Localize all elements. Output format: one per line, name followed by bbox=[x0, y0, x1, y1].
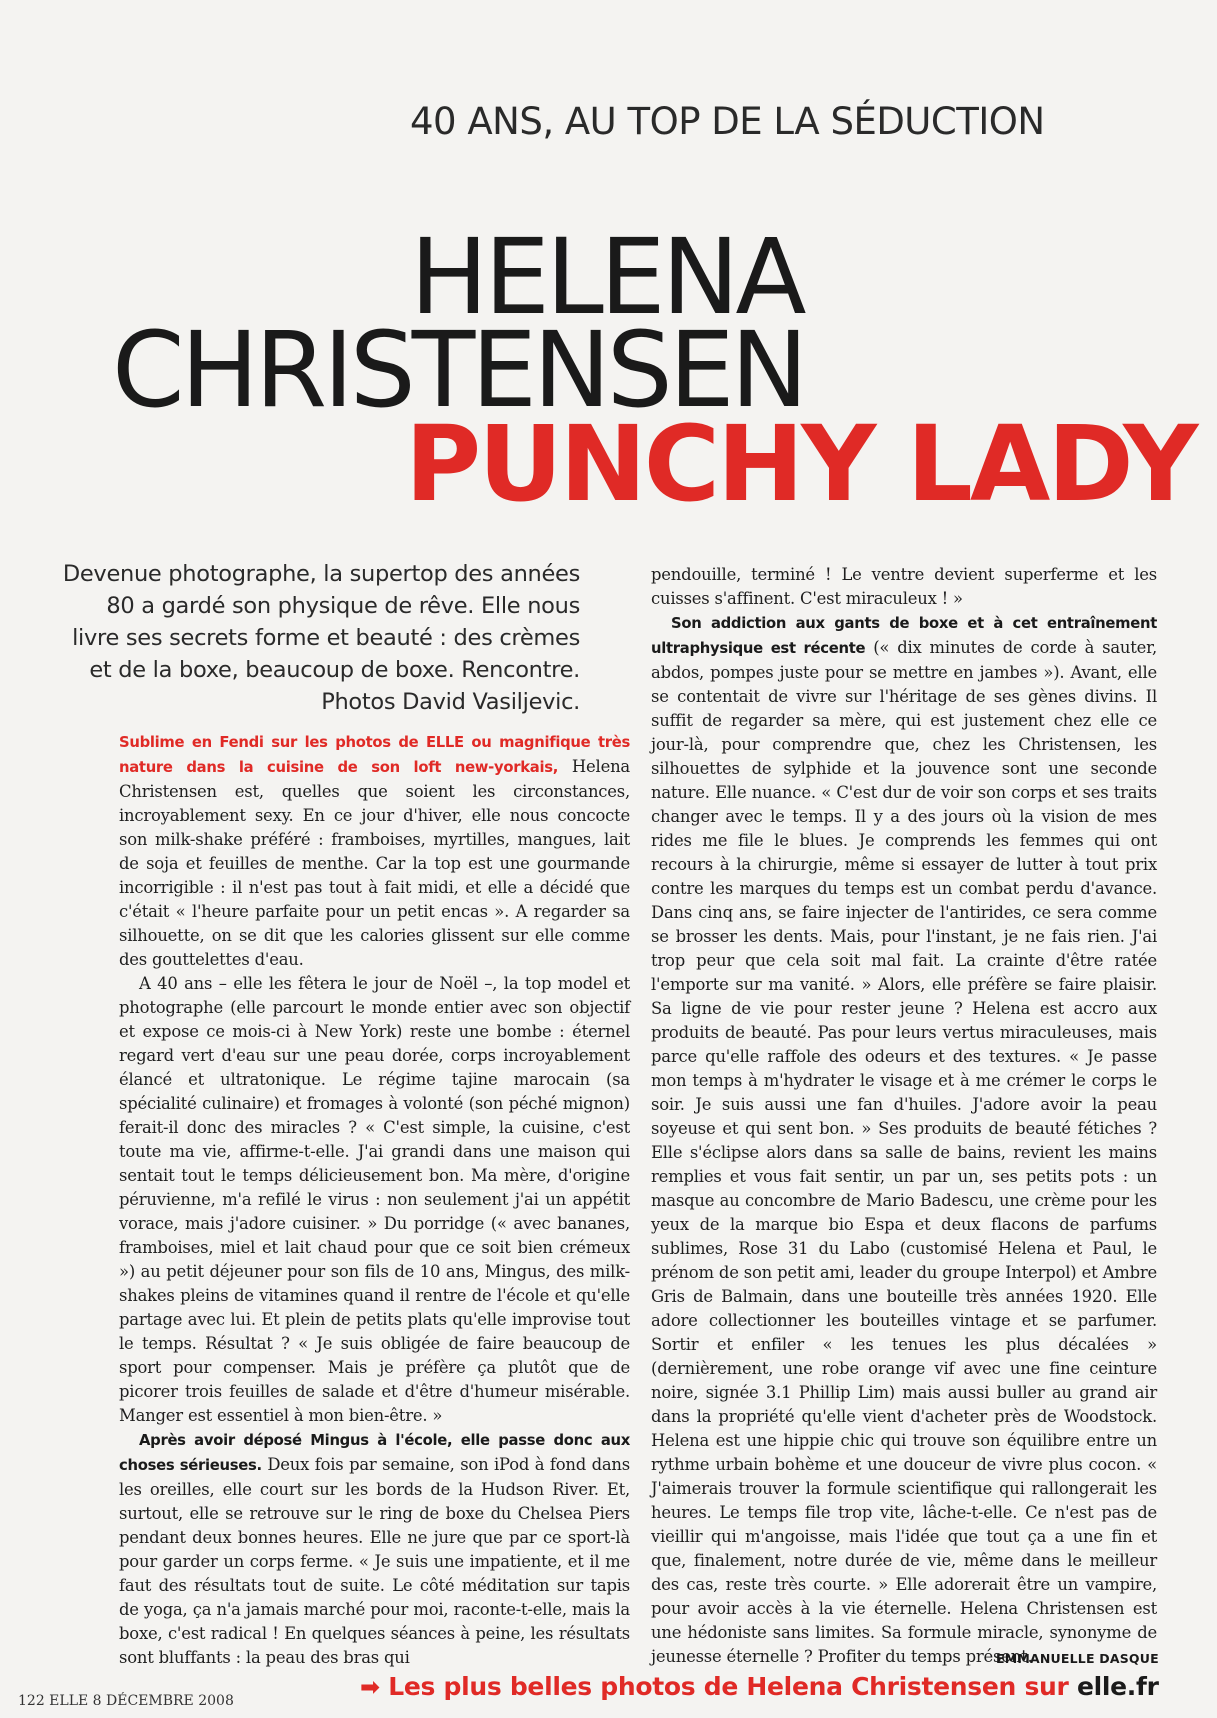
lead-in: Après avoir déposé Mingus à l'école, elle passe donc aux choses sérieuses. bbox=[119, 1432, 630, 1474]
title-line-1: HELENA bbox=[410, 216, 803, 338]
paragraph bbox=[119, 1428, 630, 1670]
kicker: 40 ANS, AU TOP DE LA SÉDUCTION bbox=[410, 100, 1045, 143]
title-line-2: CHRISTENSEN bbox=[112, 309, 805, 431]
paragraph-body: Deux fois par semaine, son iPod à fond dans les oreilles, elle court sur les bords de la Hudson River. Et, surtout, elle se retrouve sur le ring de boxe du Chelsea Piers pendant deux bonnes heures. Elle ne jure que par ce sport-là pour garder un corps ferme. « Je suis une impatiente, et il me faut des résultats tout de suite. Le côté méditation sur tapis de yoga, ça n'a jamais marché pour moi, raconte-t-elle, mais la boxe, c'est radical ! En quelques séances à peine, les résultats sont bluffants : la peau des bras qui bbox=[119, 1455, 631, 1667]
author-signature: EMMANUELLE DASQUE bbox=[996, 1651, 1159, 1666]
promo-text: Les plus belles photos de Helena Christensen sur bbox=[388, 1672, 1069, 1701]
promo-line[interactable] bbox=[360, 1672, 1200, 1701]
paragraph bbox=[651, 611, 1157, 1669]
article-column-left bbox=[119, 730, 630, 1670]
arrow-right-icon: ➡ bbox=[360, 1673, 380, 1701]
intro-standfirst: Devenue photographe, la supertop des années 80 a gardé son physique de rêve. Elle nous livre ses secrets forme et beauté : des crèmes et de la boxe, beaucoup de boxe. Rencontre. Photos David Vasiljevic. bbox=[62, 561, 580, 715]
site-link[interactable]: elle.fr bbox=[1076, 1672, 1159, 1701]
lead-in: Son addiction aux gants de boxe et à cet entraînement ultraphysique est récente bbox=[651, 615, 1157, 657]
paragraph: pendouille, terminé ! Le ventre devient superferme et les cuisses s'affinent. C'est miraculeux ! » bbox=[651, 565, 1157, 608]
paragraph-body: (« dix minutes de corde à sauter, abdos, pompes juste pour se mettre en jambes »). Avant, elle se contentait de vivre sur l'héritage de ses gènes divins. Il suffit de regarder sa mère, qui est justement chez elle ce jour-là, pour comprendre que, chez les Christensen, les silhouettes de sylphide et la jouvence sont une seconde nature. Elle nuance. « C'est dur de voir son corps et ses traits changer avec le temps. Il y a des jours où la vision de mes rides me file le blues. Je comprends les femmes qui ont recours à la chirurgie, même si essayer de lutter à tout prix contre les marques du temps est un combat perdu d'avance. Dans cinq ans, se faire injecter de l'antirides, ce sera comme se brosser les dents. Mais, pour l'instant, je ne fais rien. J'ai trop peur que cela soit mal fait. La crainte d'être ratée l'emporte sur ma vanité. » Alors, elle préfère se faire plaisir. Sa ligne de vie pour rester jeune ? Helena est accro aux produits de beauté. Pas pour leurs vertus miraculeuses, mais parce qu'elle raffole des odeurs et des textures. « Je passe mon temps à m'hydrater le visage et à me crémer le corps le soir. Je suis aussi une fan d'huiles. J'adore avoir la peau soyeuse et qui sent bon. » Ses produits de beauté fétiches ? Elle s'éclipse alors dans sa salle de bains, revient les mains remplies et vous fait sentir, un par un, ses petits pots : un masque au concombre de Mario Badescu, une crème pour les yeux de la marque bio Espa et deux flacons de parfums sublimes, Rose 31 du Labo (customisé Helena et Paul, le prénom de son petit ami, leader du groupe Interpol) et Ambre Gris de Balmain, dans une bouteille très années 1920. Elle adore collectionner les bouteilles vintage et se parfumer. Sortir et enfiler « les tenues les plus décalées » (dernièrement, une robe orange vif avec une fine ceinture noire, signée 3.1 Phillip Lim) mais aussi buller au grand air dans la propriété qu'elle vient d'acheter près de Woodstock. Helena est une hippie chic qui trouve son équilibre entre un rythme urbain bohème et une douceur de vivre plus cocon. « J'aimerais trouver la formule scientifique qui rallongerait les heures. Le temps file trop vite, lâche-t-elle. Ce n'est pas de vieillir qui m'angoisse, mais l'idée que tout ça a une fin et que, finalement, notre durée de vie, même dans le meilleur des cas, reste très courte. » Elle adorerait être un vampire, pour avoir accès à la vie éternelle. Helena Christensen est une hédoniste sans limites. Sa formule miracle, synonyme de jeunesse éternelle ? Profiter du temps présent. bbox=[651, 638, 1157, 1666]
paragraph bbox=[119, 730, 630, 972]
lead-in: Sublime en Fendi sur les photos de ELLE ou magnifique très nature dans la cuisine de son loft new-yorkais, bbox=[119, 734, 630, 776]
paragraph-body: Helena Christensen est, quelles que soient les circonstances, incroyablement sexy. En ce jour d'hiver, elle nous concocte son milk-shake préféré : framboises, myrtilles, mangues, lait de soja et feuilles de menthe. Car la top est une gourmande incorrigible : il n'est pas tout à fait midi, et elle a décidé que c'était « l'heure parfaite pour un petit encas ». A regarder sa silhouette, on se dit que les calories glissent sur elle comme des gouttelettes d'eau. bbox=[119, 757, 630, 969]
article-column-right bbox=[651, 563, 1157, 1669]
title-line-3: PUNCHY LADY bbox=[405, 403, 1196, 525]
paragraph: A 40 ans – elle les fêtera le jour de Noël –, la top model et photographe (elle parcourt le monde entier avec son objectif et expose ce mois-ci à New York) reste une bombe : éternel regard vert d'eau sur une peau dorée, corps incroyablement élancé et ultratonique. Le régime tajine marocain (sa spécialité culinaire) et fromages à volonté (son péché mignon) ferait-il donc des miracles ? « C'est simple, la cuisine, c'est toute ma vie, affirme-t-elle. J'ai grandi dans une maison qui sentait tout le temps délicieusement bon. Ma mère, d'origine péruvienne, m'a refilé le virus : non seulement j'ai un appétit vorace, mais j'adore cuisiner. » Du porridge (« avec bananes, framboises, miel et lait chaud pour que ce soit bien crémeux ») au petit déjeuner pour son fils de 10 ans, Mingus, des milk-shakes pleins de vitamines quand il rentre de l'école et qu'elle partage avec lui. Et plein de petits plats qu'elle improvise tout le temps. Résultat ? « Je suis obligée de faire beaucoup de sport pour compenser. Mais je préfère ça plutôt que de picorer trois feuilles de salade et d'être d'humeur misérable. Manger est essentiel à mon bien-être. » bbox=[119, 974, 630, 1425]
page-info: 122 ELLE 8 DÉCEMBRE 2008 bbox=[18, 1693, 234, 1709]
